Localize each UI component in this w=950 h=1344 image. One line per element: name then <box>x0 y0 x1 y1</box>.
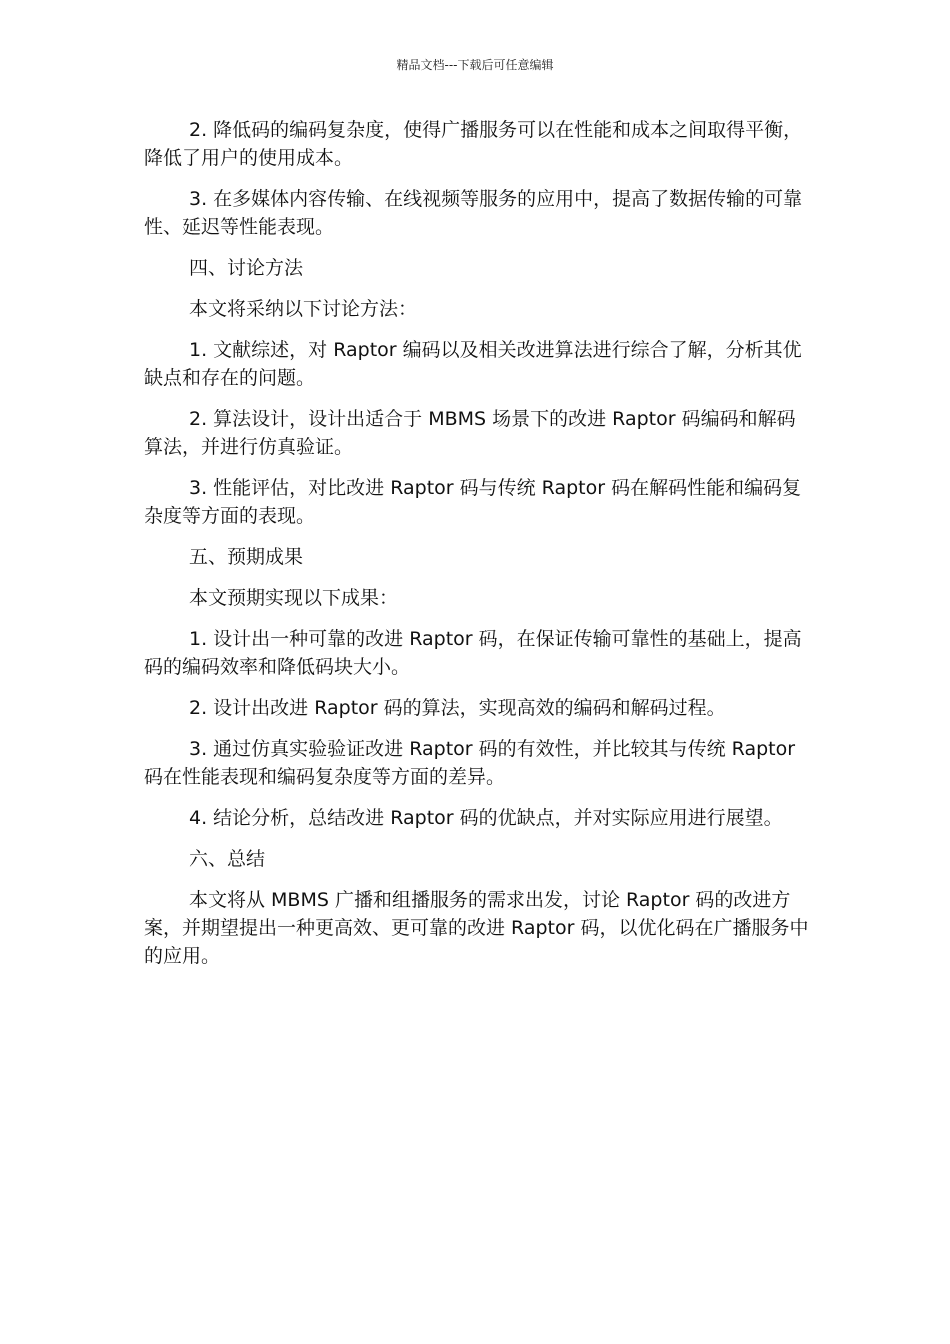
document-body <box>144 116 812 983</box>
section-heading-expected-results: 五、预期成果 <box>189 546 304 568</box>
paragraph-method-3: 3. 性能评估，对比改进 Raptor 码与传统 Raptor 码在解码性能和编码复杂度等方面的表现。 <box>144 477 802 527</box>
paragraph-result-3: 3. 通过仿真实验验证改进 Raptor 码的有效性，并比较其与传统 Raptor 码在性能表现和编码复杂度等方面的差异。 <box>144 738 796 788</box>
paragraph-result-4: 4. 结论分析，总结改进 Raptor 码的优缺点，并对实际应用进行展望。 <box>189 807 783 829</box>
paragraph-method-2: 2. 算法设计，设计出适合于 MBMS 场景下的改进 Raptor 码编码和解码算法，并进行仿真验证。 <box>144 408 796 458</box>
paragraph-methods-intro: 本文将采纳以下讨论方法： <box>189 298 418 320</box>
paragraph-summary: 本文将从 MBMS 广播和组播服务的需求出发，讨论 Raptor 码的改进方案，并期望提出一种更高效、更可靠的改进 Raptor 码，以优化码在广播服务中的应用。 <box>144 889 809 967</box>
paragraph-result-2: 2. 设计出改进 Raptor 码的算法，实现高效的编码和解码过程。 <box>189 697 726 719</box>
section-heading-research-methods: 四、讨论方法 <box>189 257 304 279</box>
paragraph-results-intro: 本文预期实现以下成果： <box>189 587 399 609</box>
paragraph-method-1: 1. 文献综述，对 Raptor 编码以及相关改进算法进行综合了解，分析其优缺点和存在的问题。 <box>144 339 802 389</box>
paragraph-result-1: 1. 设计出一种可靠的改进 Raptor 码，在保证传输可靠性的基础上，提高码的编码效率和降低码块大小。 <box>144 628 802 678</box>
paragraph-benefit-3: 3. 在多媒体内容传输、在线视频等服务的应用中，提高了数据传输的可靠性、延迟等性能表现。 <box>144 188 803 238</box>
section-heading-summary: 六、总结 <box>189 848 266 870</box>
page-header: 精品文档---下载后可任意编辑 <box>396 58 554 72</box>
paragraph-benefit-2: 2. 降低码的编码复杂度，使得广播服务可以在性能和成本之间取得平衡，降低了用户的使用成本。 <box>144 119 803 169</box>
